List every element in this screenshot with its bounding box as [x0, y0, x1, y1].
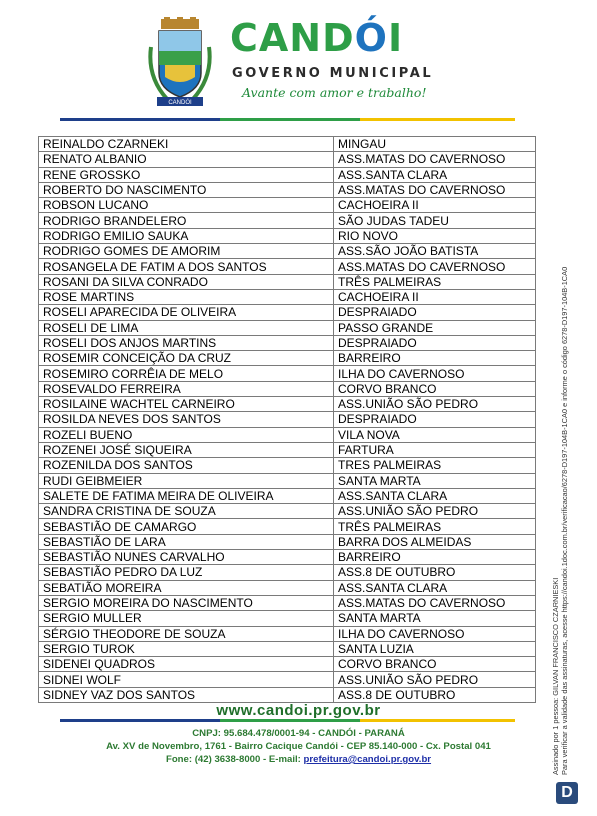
name-cell: ROSILAINE WACHTEL CARNEIRO: [39, 397, 334, 412]
table-row: [39, 289, 536, 304]
table-row: [39, 137, 536, 152]
location-cell: ASS.MATAS DO CAVERNOSO: [334, 595, 536, 610]
name-cell: RODRIGO GOMES DE AMORIM: [39, 244, 334, 259]
email-link[interactable]: prefeitura@candoi.pr.gov.br: [303, 754, 432, 765]
location-cell: BARREIRO: [334, 351, 536, 366]
footer-address: Av. XV de Novembro, 1761 - Bairro Cacique Candói - CEP 85.140-000 - Cx. Postal 041: [106, 741, 491, 752]
location-cell: TRÊS PALMEIRAS: [334, 519, 536, 534]
table-row: [39, 412, 536, 427]
name-cell: RENATO ALBANIO: [39, 152, 334, 167]
table-row: [39, 595, 536, 610]
name-cell: RODRIGO BRANDELERO: [39, 213, 334, 228]
name-cell: SÉRGIO THEODORE DE SOUZA: [39, 626, 334, 641]
location-cell: ASS.8 DE OUTUBRO: [334, 687, 536, 702]
table-row: [39, 244, 536, 259]
coat-of-arms-icon: [147, 17, 213, 109]
location-cell: ILHA DO CAVERNOSO: [334, 626, 536, 641]
name-cell: ROZENEI JOSÉ SIQUEIRA: [39, 442, 334, 457]
signature-note: [552, 135, 569, 775]
location-cell: VILA NOVA: [334, 427, 536, 442]
name-cell: ROSILDA NEVES DOS SANTOS: [39, 412, 334, 427]
name-cell: ROBERTO DO NASCIMENTO: [39, 182, 334, 197]
signature-line-1: Assinado por 1 pessoa: GILVAN FRANCISCO CZARNIESKI: [551, 577, 560, 775]
name-cell: ROZELI BUENO: [39, 427, 334, 442]
header-divider: [60, 118, 515, 121]
name-cell: SEBASTIÃO DE LARA: [39, 534, 334, 549]
name-cell: ROBSON LUCANO: [39, 198, 334, 213]
table-row: [39, 152, 536, 167]
location-cell: ASS.UNIÃO SÃO PEDRO: [334, 672, 536, 687]
name-cell: ROSELI DOS ANJOS MARTINS: [39, 335, 334, 350]
location-cell: ASS.SANTA CLARA: [334, 167, 536, 182]
table-row: [39, 672, 536, 687]
footer-phone: Fone: (42) 3638-8000 - E-mail:: [165, 754, 304, 765]
name-cell: SERGIO MULLER: [39, 611, 334, 626]
location-cell: ASS.MATAS DO CAVERNOSO: [334, 182, 536, 197]
location-cell: CORVO BRANCO: [334, 657, 536, 672]
name-cell: ROZENILDA DOS SANTOS: [39, 458, 334, 473]
name-cell: ROSEVALDO FERREIRA: [39, 381, 334, 396]
location-cell: ASS.SANTA CLARA: [334, 488, 536, 503]
location-cell: DESPRAIADO: [334, 412, 536, 427]
location-cell: ASS.8 DE OUTUBRO: [334, 565, 536, 580]
table-row: [39, 427, 536, 442]
footer-divider: [60, 719, 515, 722]
location-cell: ASS.MATAS DO CAVERNOSO: [334, 152, 536, 167]
table-row: [39, 442, 536, 457]
signature-line-2: Para verificar a validade das assinaturas, acesse https://candoi.1doc.com.br/verificacao/6278-D197-104B-1CA0 e informe o código 6278-D197-104B-1CA0: [559, 266, 569, 775]
table-row: [39, 381, 536, 396]
table-row: [39, 687, 536, 702]
table-row: [39, 519, 536, 534]
location-cell: ASS.SÃO JOÃO BATISTA: [334, 244, 536, 259]
location-cell: TRÊS PALMEIRAS: [334, 274, 536, 289]
table-row: [39, 305, 536, 320]
table-row: [39, 641, 536, 656]
table-row: [39, 198, 536, 213]
table-row: [39, 259, 536, 274]
table-row: [39, 366, 536, 381]
location-cell: MINGAU: [334, 137, 536, 152]
location-cell: SANTA LUZIA: [334, 641, 536, 656]
location-cell: DESPRAIADO: [334, 305, 536, 320]
name-cell: SERGIO TUROK: [39, 641, 334, 656]
location-cell: RIO NOVO: [334, 228, 536, 243]
website-link[interactable]: www.candoi.pr.gov.br: [216, 702, 381, 719]
name-cell: ROSE MARTINS: [39, 289, 334, 304]
name-cell: ROSEMIR CONCEIÇÃO DA CRUZ: [39, 351, 334, 366]
table-row: [39, 351, 536, 366]
1doc-logo-icon: D: [556, 782, 578, 804]
names-table: [38, 136, 536, 703]
name-cell: SEBASTIÃO PEDRO DA LUZ: [39, 565, 334, 580]
location-cell: DESPRAIADO: [334, 335, 536, 350]
table-row: [39, 534, 536, 549]
location-cell: ILHA DO CAVERNOSO: [334, 366, 536, 381]
table-row: [39, 213, 536, 228]
location-cell: ASS.UNIÃO SÃO PEDRO: [334, 397, 536, 412]
name-cell: ROSANI DA SILVA CONRADO: [39, 274, 334, 289]
table-row: [39, 473, 536, 488]
name-cell: REINALDO CZARNEKI: [39, 137, 334, 152]
table-row: [39, 320, 536, 335]
table-row: [39, 182, 536, 197]
location-cell: ASS.SANTA CLARA: [334, 580, 536, 595]
municipal-logo: [230, 16, 440, 114]
footer-cnpj: CNPJ: 95.684.478/0001-94 - CANDÓI - PARANÁ: [192, 728, 405, 739]
table-row: [39, 335, 536, 350]
location-cell: PASSO GRANDE: [334, 320, 536, 335]
slogan: Avante com amor e trabalho!: [242, 85, 427, 100]
name-cell: SIDNEY VAZ DOS SANTOS: [39, 687, 334, 702]
table-row: [39, 565, 536, 580]
location-cell: CACHOEIRA II: [334, 289, 536, 304]
location-cell: CACHOEIRA II: [334, 198, 536, 213]
location-cell: SÃO JUDAS TADEU: [334, 213, 536, 228]
crest-caption: CANDÓI: [168, 100, 192, 106]
table-row: [39, 458, 536, 473]
name-cell: SEBASTIÃO DE CAMARGO: [39, 519, 334, 534]
name-cell: SEBATIÃO MOREIRA: [39, 580, 334, 595]
location-cell: TRES PALMEIRAS: [334, 458, 536, 473]
table-row: [39, 580, 536, 595]
name-cell: ROSANGELA DE FATIM A DOS SANTOS: [39, 259, 334, 274]
location-cell: BARRA DOS ALMEIDAS: [334, 534, 536, 549]
table-row: [39, 274, 536, 289]
brand-subtitle: GOVERNO MUNICIPAL: [232, 66, 434, 81]
table-row: [39, 397, 536, 412]
name-cell: SANDRA CRISTINA DE SOUZA: [39, 504, 334, 519]
name-cell: RUDI GEIBMEIER: [39, 473, 334, 488]
location-cell: FARTURA: [334, 442, 536, 457]
table-row: [39, 626, 536, 641]
name-cell: RENE GROSSKO: [39, 167, 334, 182]
name-cell: ROSELI DE LIMA: [39, 320, 334, 335]
footer-contact: [0, 754, 597, 765]
name-cell: ROSEMIRO CORRÊIA DE MELO: [39, 366, 334, 381]
location-cell: SANTA MARTA: [334, 473, 536, 488]
table-row: [39, 550, 536, 565]
location-cell: SANTA MARTA: [334, 611, 536, 626]
location-cell: ASS.MATAS DO CAVERNOSO: [334, 259, 536, 274]
table-row: [39, 657, 536, 672]
table-row: [39, 504, 536, 519]
table-row: [39, 488, 536, 503]
name-cell: SERGIO MOREIRA DO NASCIMENTO: [39, 595, 334, 610]
location-cell: CORVO BRANCO: [334, 381, 536, 396]
brand-name: CANDÓI: [230, 16, 404, 60]
header: [0, 0, 597, 120]
location-cell: BARREIRO: [334, 550, 536, 565]
name-cell: RODRIGO EMILIO SAUKA: [39, 228, 334, 243]
location-cell: ASS.UNIÃO SÃO PEDRO: [334, 504, 536, 519]
name-cell: ROSELI APARECIDA DE OLIVEIRA: [39, 305, 334, 320]
name-cell: SALETE DE FATIMA MEIRA DE OLIVEIRA: [39, 488, 334, 503]
table-row: [39, 228, 536, 243]
name-cell: SEBASTIÃO NUNES CARVALHO: [39, 550, 334, 565]
name-cell: SIDENEI QUADROS: [39, 657, 334, 672]
table-row: [39, 167, 536, 182]
name-cell: SIDNEI WOLF: [39, 672, 334, 687]
table-row: [39, 611, 536, 626]
